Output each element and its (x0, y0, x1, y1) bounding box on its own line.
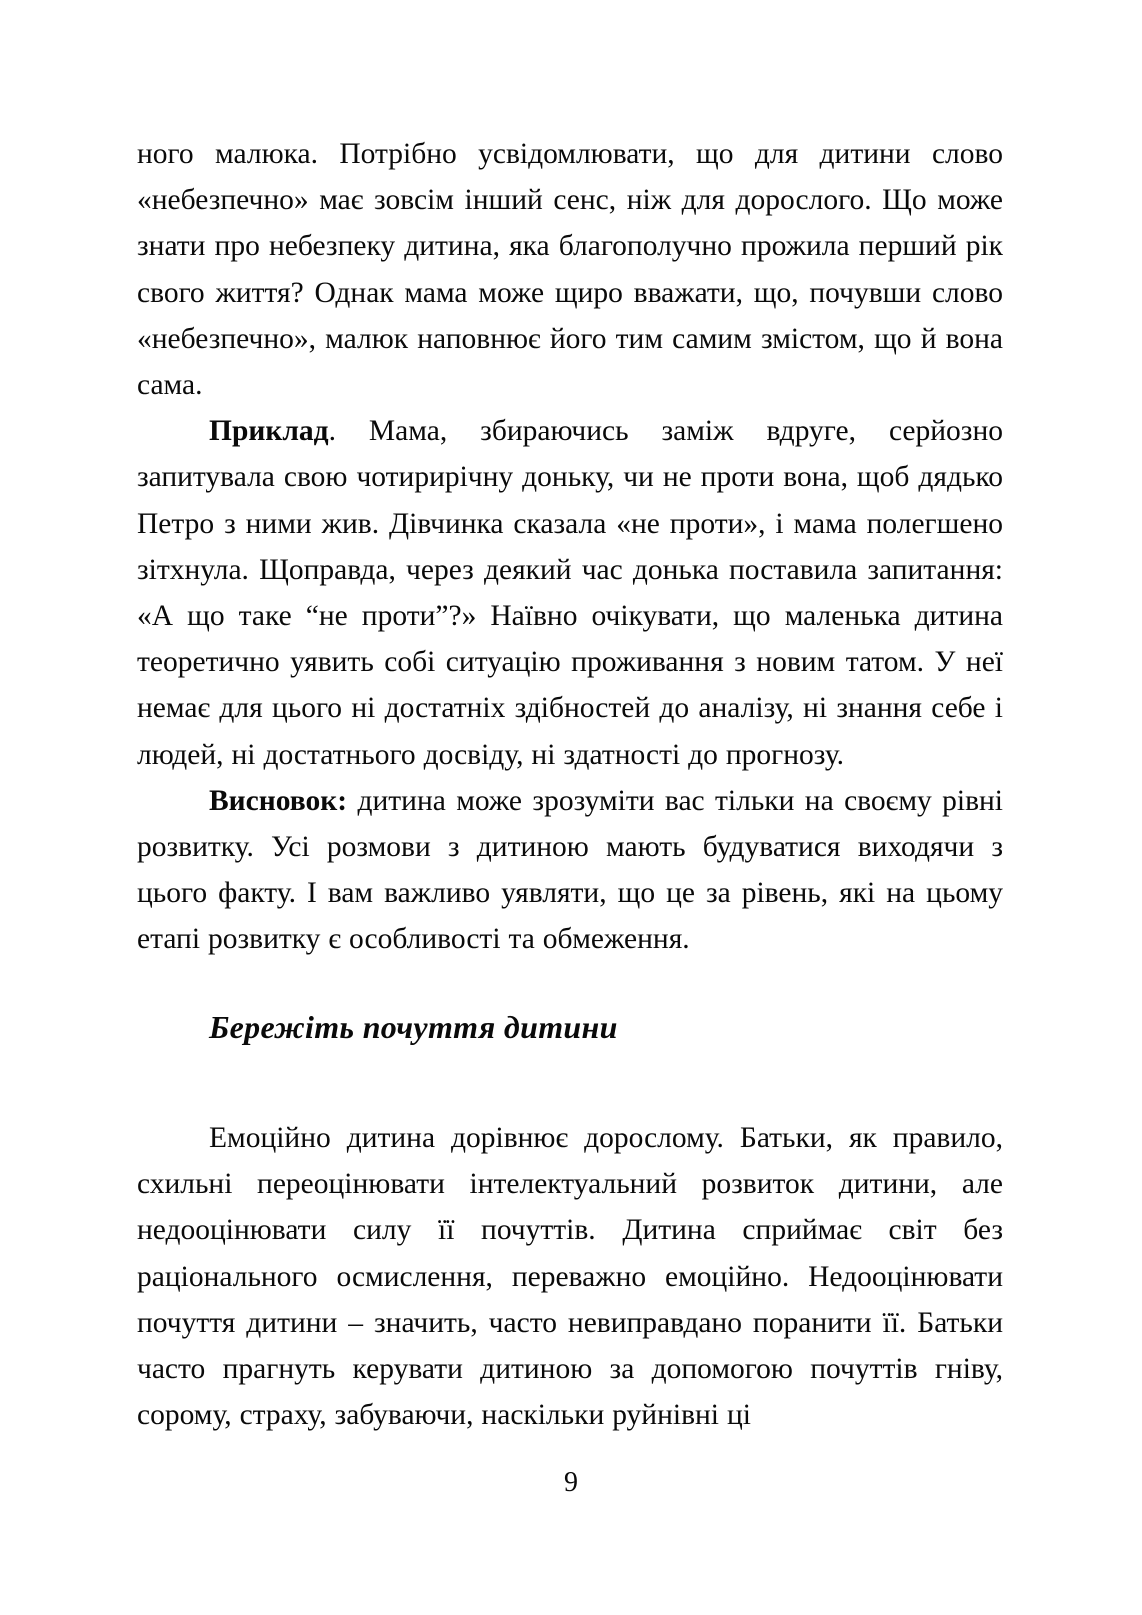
section-heading: Бережіть почуття дитини (209, 1009, 618, 1045)
paragraph-conclusion-text: дитина може зрозуміти вас тільки на своєму рівні розвитку. Усі розмови з дитиною мають будуватися виходячи з цього факту. І вам важливо уявляти, що це за рівень, які на цьому етапі розвитку є особливості та обмеження. (137, 784, 1003, 956)
paragraph-conclusion-lead-label: Висновок: (209, 784, 348, 817)
paragraph-conclusion (137, 778, 1003, 963)
paragraph-feelings (137, 1115, 1003, 1438)
main-text-block (137, 131, 1003, 963)
paragraph-continued-text: ного малюка. Потрібно усвідомлювати, що для дитини слово «небезпечно» має зовсім інший сенс, ніж для дорослого. Що може знати про небезпеку дитина, яка благополучно прожила перший рік свого життя? Однак мама може щиро вважати, що, почувши слово «небезпечно», малюк наповнює його тим самим змістом, що й вона сама. (137, 138, 1003, 402)
paragraph-example-text: . Мама, збираючись заміж вдруге, серйозно запитувала свою чотирирічну доньку, чи не проти вона, щоб дядько Петро з ними жив. Дівчинка сказала «не проти», і мама полегшено зітхнула. Щоправда, через деякий час донька поставила запитання: «А що таке “не проти”?» Наївно очікувати, що маленька дитина теоретично уявить собі ситуацію проживання з новим татом. У неї немає для цього ні достатніх здібностей до аналізу, ні знання себе і людей, ні достатнього досвіду, ні здатності до прогнозу. (137, 415, 1003, 771)
page-number: 9 (564, 1467, 578, 1498)
paragraph-feelings-text: Емоційно дитина дорівнює дорослому. Батьки, як правило, схильні переоцінювати інтелектуальний розвиток дитини, але недооцінювати силу її почуттів. Дитина сприймає світ без раціонального осмислення, переважно емоційно. Недооцінювати почуття дитини – значить, часто невиправдано поранити її. Батьки часто прагнуть керувати дитиною за допомогою почуттів гніву, сорому, страху, забуваючи, наскільки руйнівні ці (137, 1122, 1003, 1432)
paragraph-example (137, 408, 1003, 778)
closing-text-block (137, 1115, 1003, 1438)
paragraph-continued (137, 131, 1003, 408)
paragraph-example-lead-label: Приклад (209, 415, 329, 448)
